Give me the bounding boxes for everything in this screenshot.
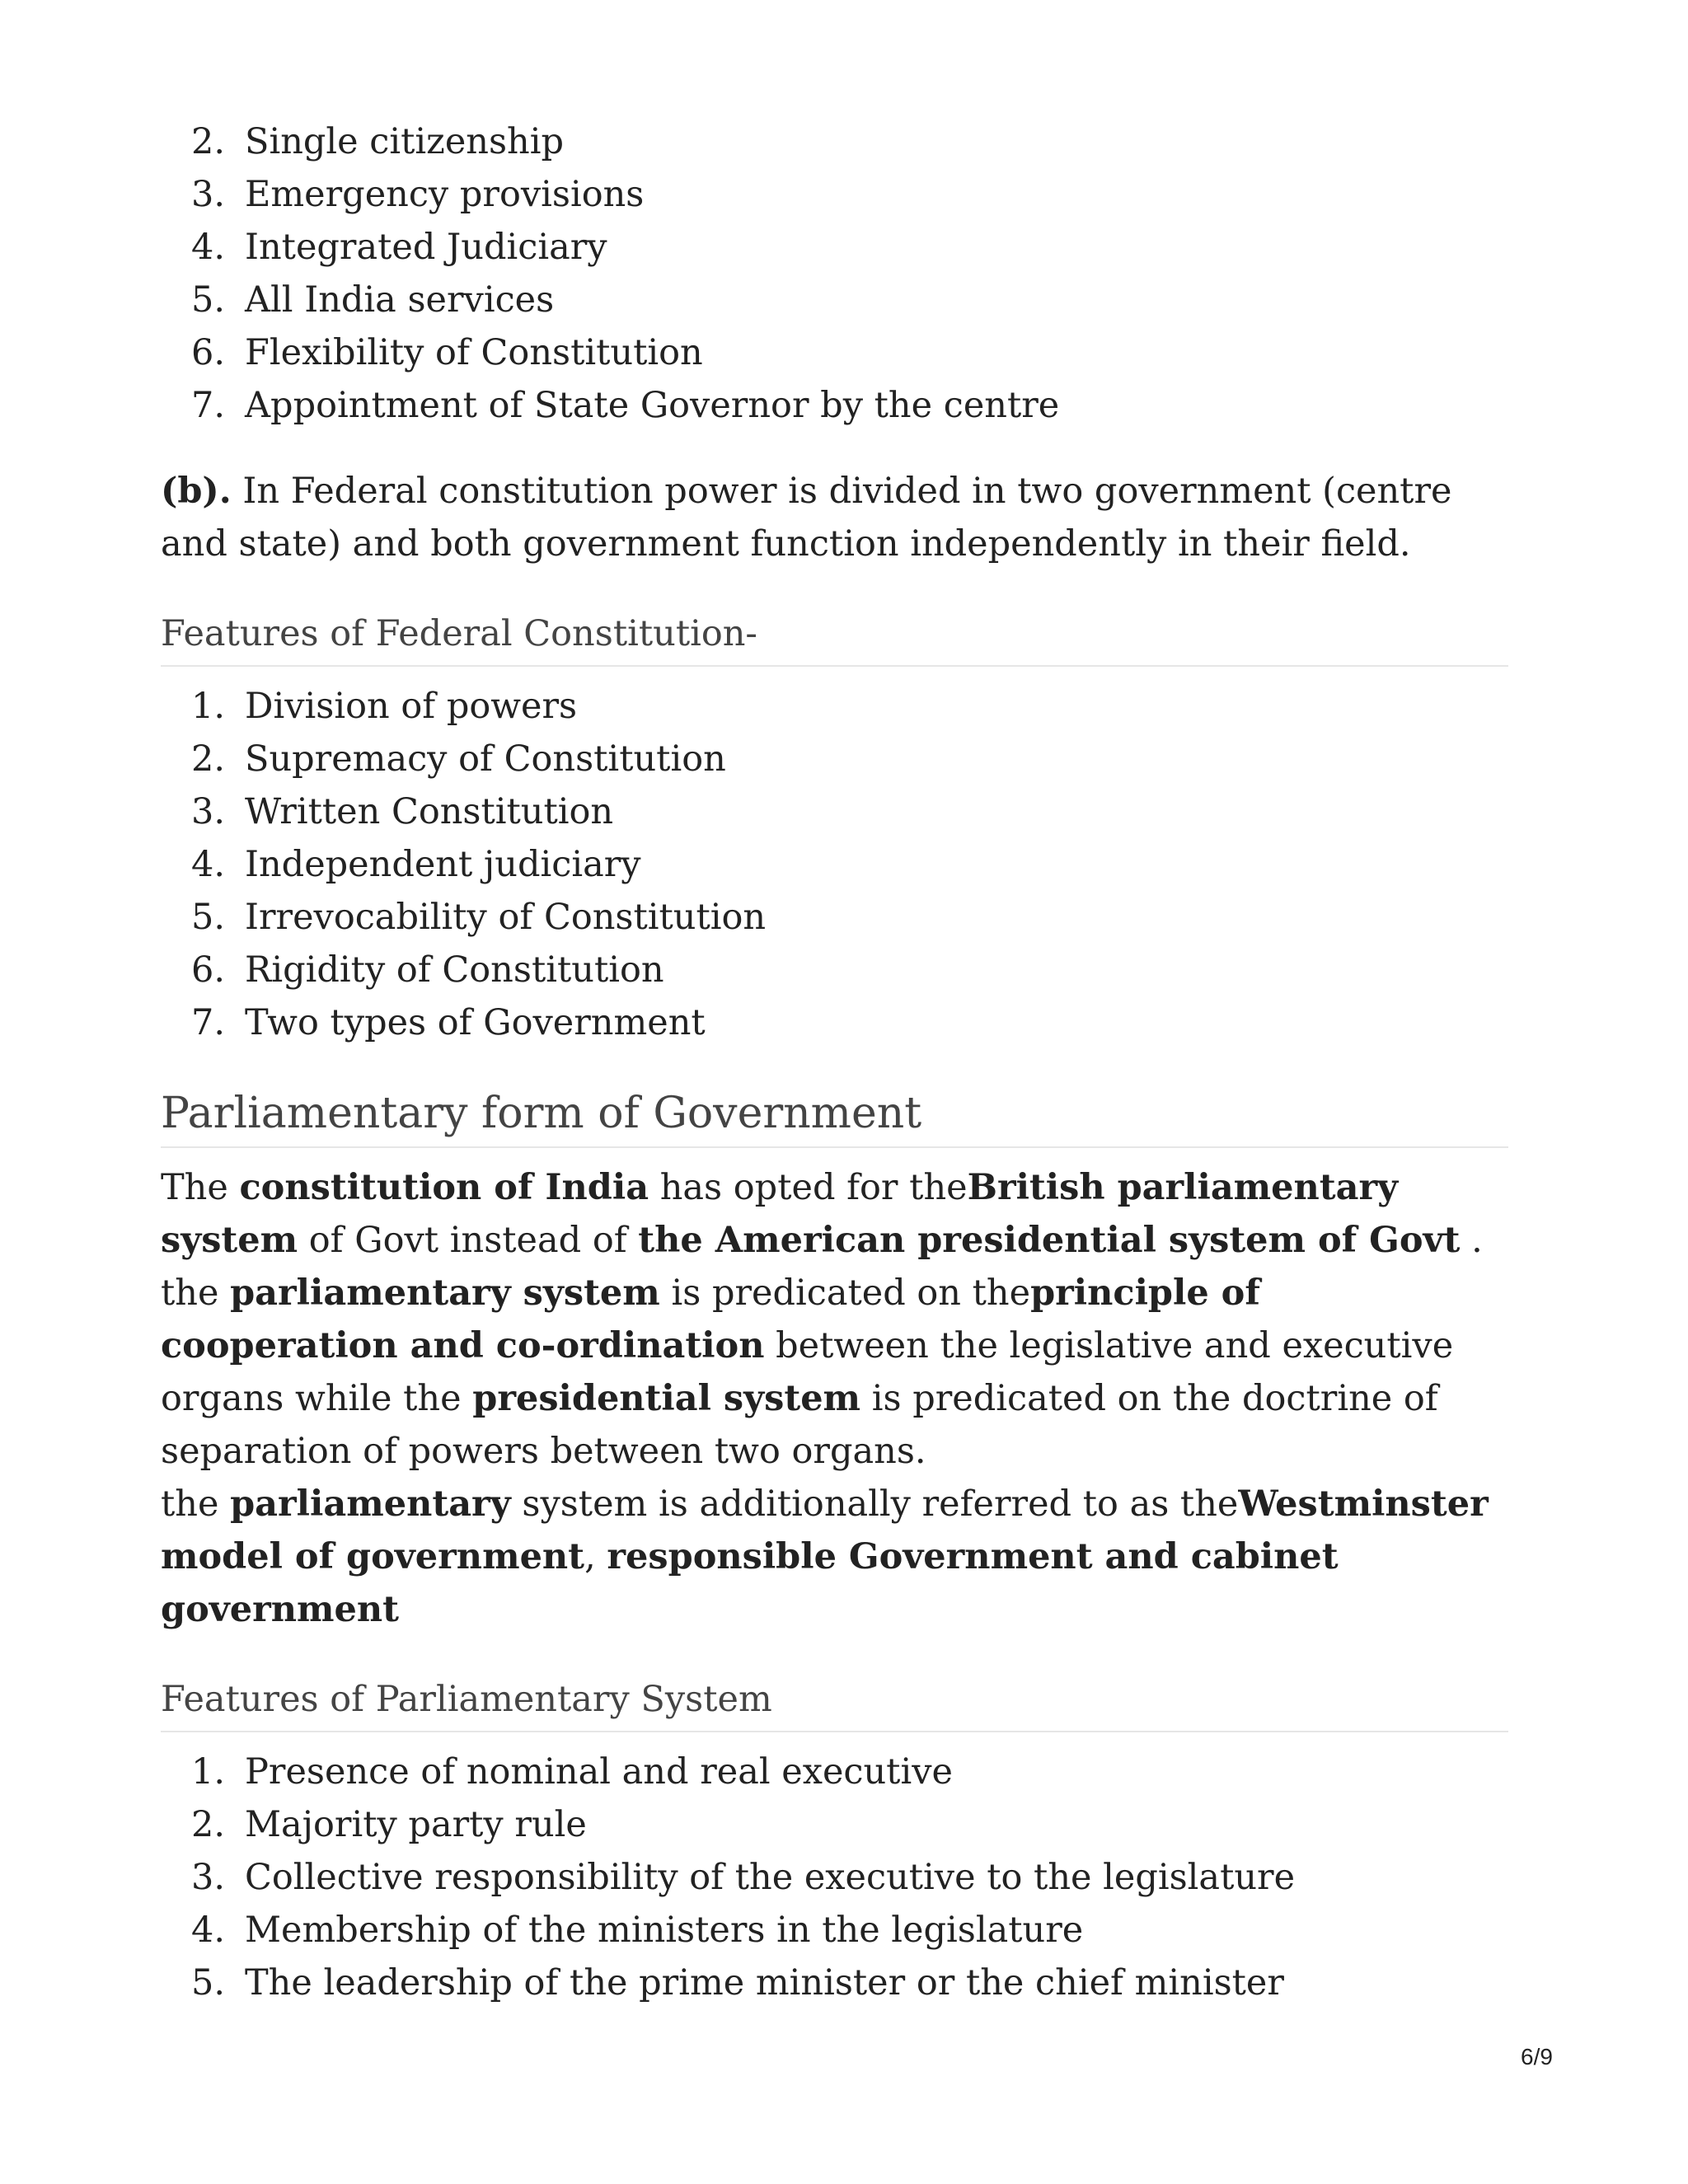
list-item-number: 6.	[190, 949, 225, 991]
bold-text: parliamentary	[230, 1483, 511, 1525]
list-item-number: 6.	[190, 332, 225, 373]
paragraph-text: In Federal constitution power is divided in two government (centre and state) and both government function independently in their field.	[161, 471, 1452, 565]
list-item	[161, 1746, 1508, 1798]
list-item-text: Presence of nominal and real executive	[245, 1751, 953, 1793]
list-item-text: Membership of the ministers in the legislature	[245, 1910, 1084, 1951]
list-item-text: Integrated Judiciary	[245, 227, 607, 268]
bold-text: responsible Government and cabinet government	[161, 1536, 1339, 1630]
page-number: 6/9	[1521, 2044, 1553, 2069]
list-item-number: 2.	[190, 1804, 225, 1845]
list-item-text: Appointment of State Governor by the centre	[245, 385, 1060, 426]
text-run: is predicated on the doctrine of separation of powers between two organs.	[161, 1378, 1438, 1472]
bold-text: parliamentary system	[230, 1272, 660, 1314]
document-body	[161, 115, 1508, 2009]
list-item-number: 1.	[190, 1751, 225, 1793]
list-item-number: 5.	[190, 279, 225, 321]
list-item-text: Two types of Government	[245, 1002, 706, 1043]
list-item-text: Collective responsibility of the executive to the legislature	[245, 1857, 1296, 1898]
list-item-text: Rigidity of Constitution	[245, 949, 664, 991]
paragraph-label: (b).	[161, 471, 232, 512]
list-item-text: Majority party rule	[245, 1804, 587, 1845]
list-item	[161, 838, 1508, 891]
list-item-number: 4.	[190, 227, 225, 268]
text-run: has opted for the	[649, 1167, 968, 1208]
federal-features-list	[161, 680, 1508, 1049]
list-item-number: 5.	[190, 1962, 225, 2004]
text-run: The	[161, 1167, 240, 1208]
list-item	[161, 1798, 1508, 1851]
list-item-number: 7.	[190, 1002, 225, 1043]
list-item-text: Written Constitution	[245, 791, 614, 832]
parliamentary-heading: Parliamentary form of Government	[161, 1084, 1508, 1148]
list-item	[161, 379, 1508, 432]
list-item	[161, 221, 1508, 274]
unitary-features-list	[161, 115, 1508, 432]
list-item-number: 2.	[190, 121, 225, 162]
list-item-text: The leadership of the prime minister or the chief minister	[245, 1962, 1284, 2004]
list-item	[161, 733, 1508, 785]
bold-text: principle of cooperation and co-ordination	[161, 1272, 1260, 1366]
bold-text: presidential system	[472, 1378, 861, 1419]
list-item-number: 4.	[190, 844, 225, 885]
text-run: of Govt instead of	[298, 1220, 639, 1261]
list-item	[161, 891, 1508, 944]
list-item-text: Irrevocability of Constitution	[245, 897, 767, 938]
list-item-text: Emergency provisions	[245, 174, 645, 215]
list-item-number: 4.	[190, 1910, 225, 1951]
list-item-number: 3.	[190, 1857, 225, 1898]
list-item	[161, 680, 1508, 733]
list-item-text: All India services	[245, 279, 555, 321]
text-run: the	[161, 1483, 231, 1525]
list-item-number: 5.	[190, 897, 225, 938]
list-item	[161, 1957, 1508, 2009]
list-item-number: 1.	[190, 686, 225, 727]
list-item	[161, 944, 1508, 996]
list-item-number: 7.	[190, 385, 225, 426]
parliamentary-features-list	[161, 1746, 1508, 2009]
text-run: between the legislative and executive organs while the	[161, 1325, 1454, 1419]
list-item	[161, 1851, 1508, 1904]
list-item	[161, 326, 1508, 379]
list-item	[161, 996, 1508, 1049]
federal-features-heading: Features of Federal Constitution-	[161, 607, 1508, 667]
list-item-text: Supremacy of Constitution	[245, 738, 726, 780]
list-item	[161, 785, 1508, 838]
list-item	[161, 274, 1508, 326]
list-item-number: 2.	[190, 738, 225, 780]
list-item	[161, 115, 1508, 168]
list-item-text: Independent judiciary	[245, 844, 641, 885]
list-item-number: 3.	[190, 174, 225, 215]
list-item-number: 3.	[190, 791, 225, 832]
text-run: ,	[584, 1536, 607, 1577]
list-item-text: Division of powers	[245, 686, 578, 727]
bold-text: constitution of India	[239, 1167, 649, 1208]
bold-text: Westminster model of government	[161, 1483, 1489, 1577]
parliamentary-paragraph	[161, 1161, 1508, 1478]
westminster-paragraph	[161, 1478, 1508, 1636]
list-item	[161, 168, 1508, 221]
list-item-text: Flexibility of Constitution	[245, 332, 703, 373]
parliamentary-features-heading: Features of Parliamentary System	[161, 1673, 1508, 1732]
text-run: is predicated on the	[659, 1272, 1031, 1314]
federal-definition-paragraph	[161, 465, 1508, 570]
text-run: . the	[161, 1220, 1483, 1314]
list-item	[161, 1904, 1508, 1957]
text-run: system is additionally referred to as the	[510, 1483, 1239, 1525]
bold-text: British parliamentary system	[161, 1167, 1399, 1261]
bold-text: the American presidential system of Govt	[638, 1220, 1461, 1261]
list-item-text: Single citizenship	[245, 121, 564, 162]
